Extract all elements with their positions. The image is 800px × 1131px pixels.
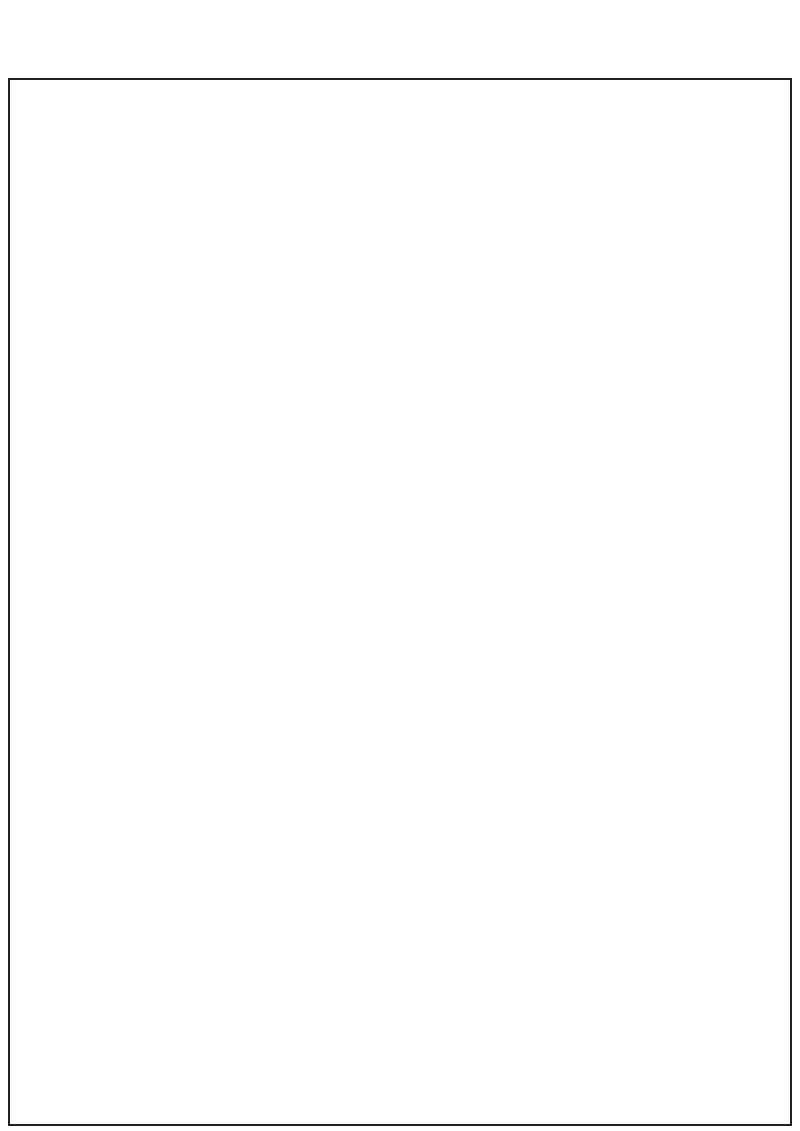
riddle-sheet [8,78,792,1126]
page-title [0,46,800,70]
